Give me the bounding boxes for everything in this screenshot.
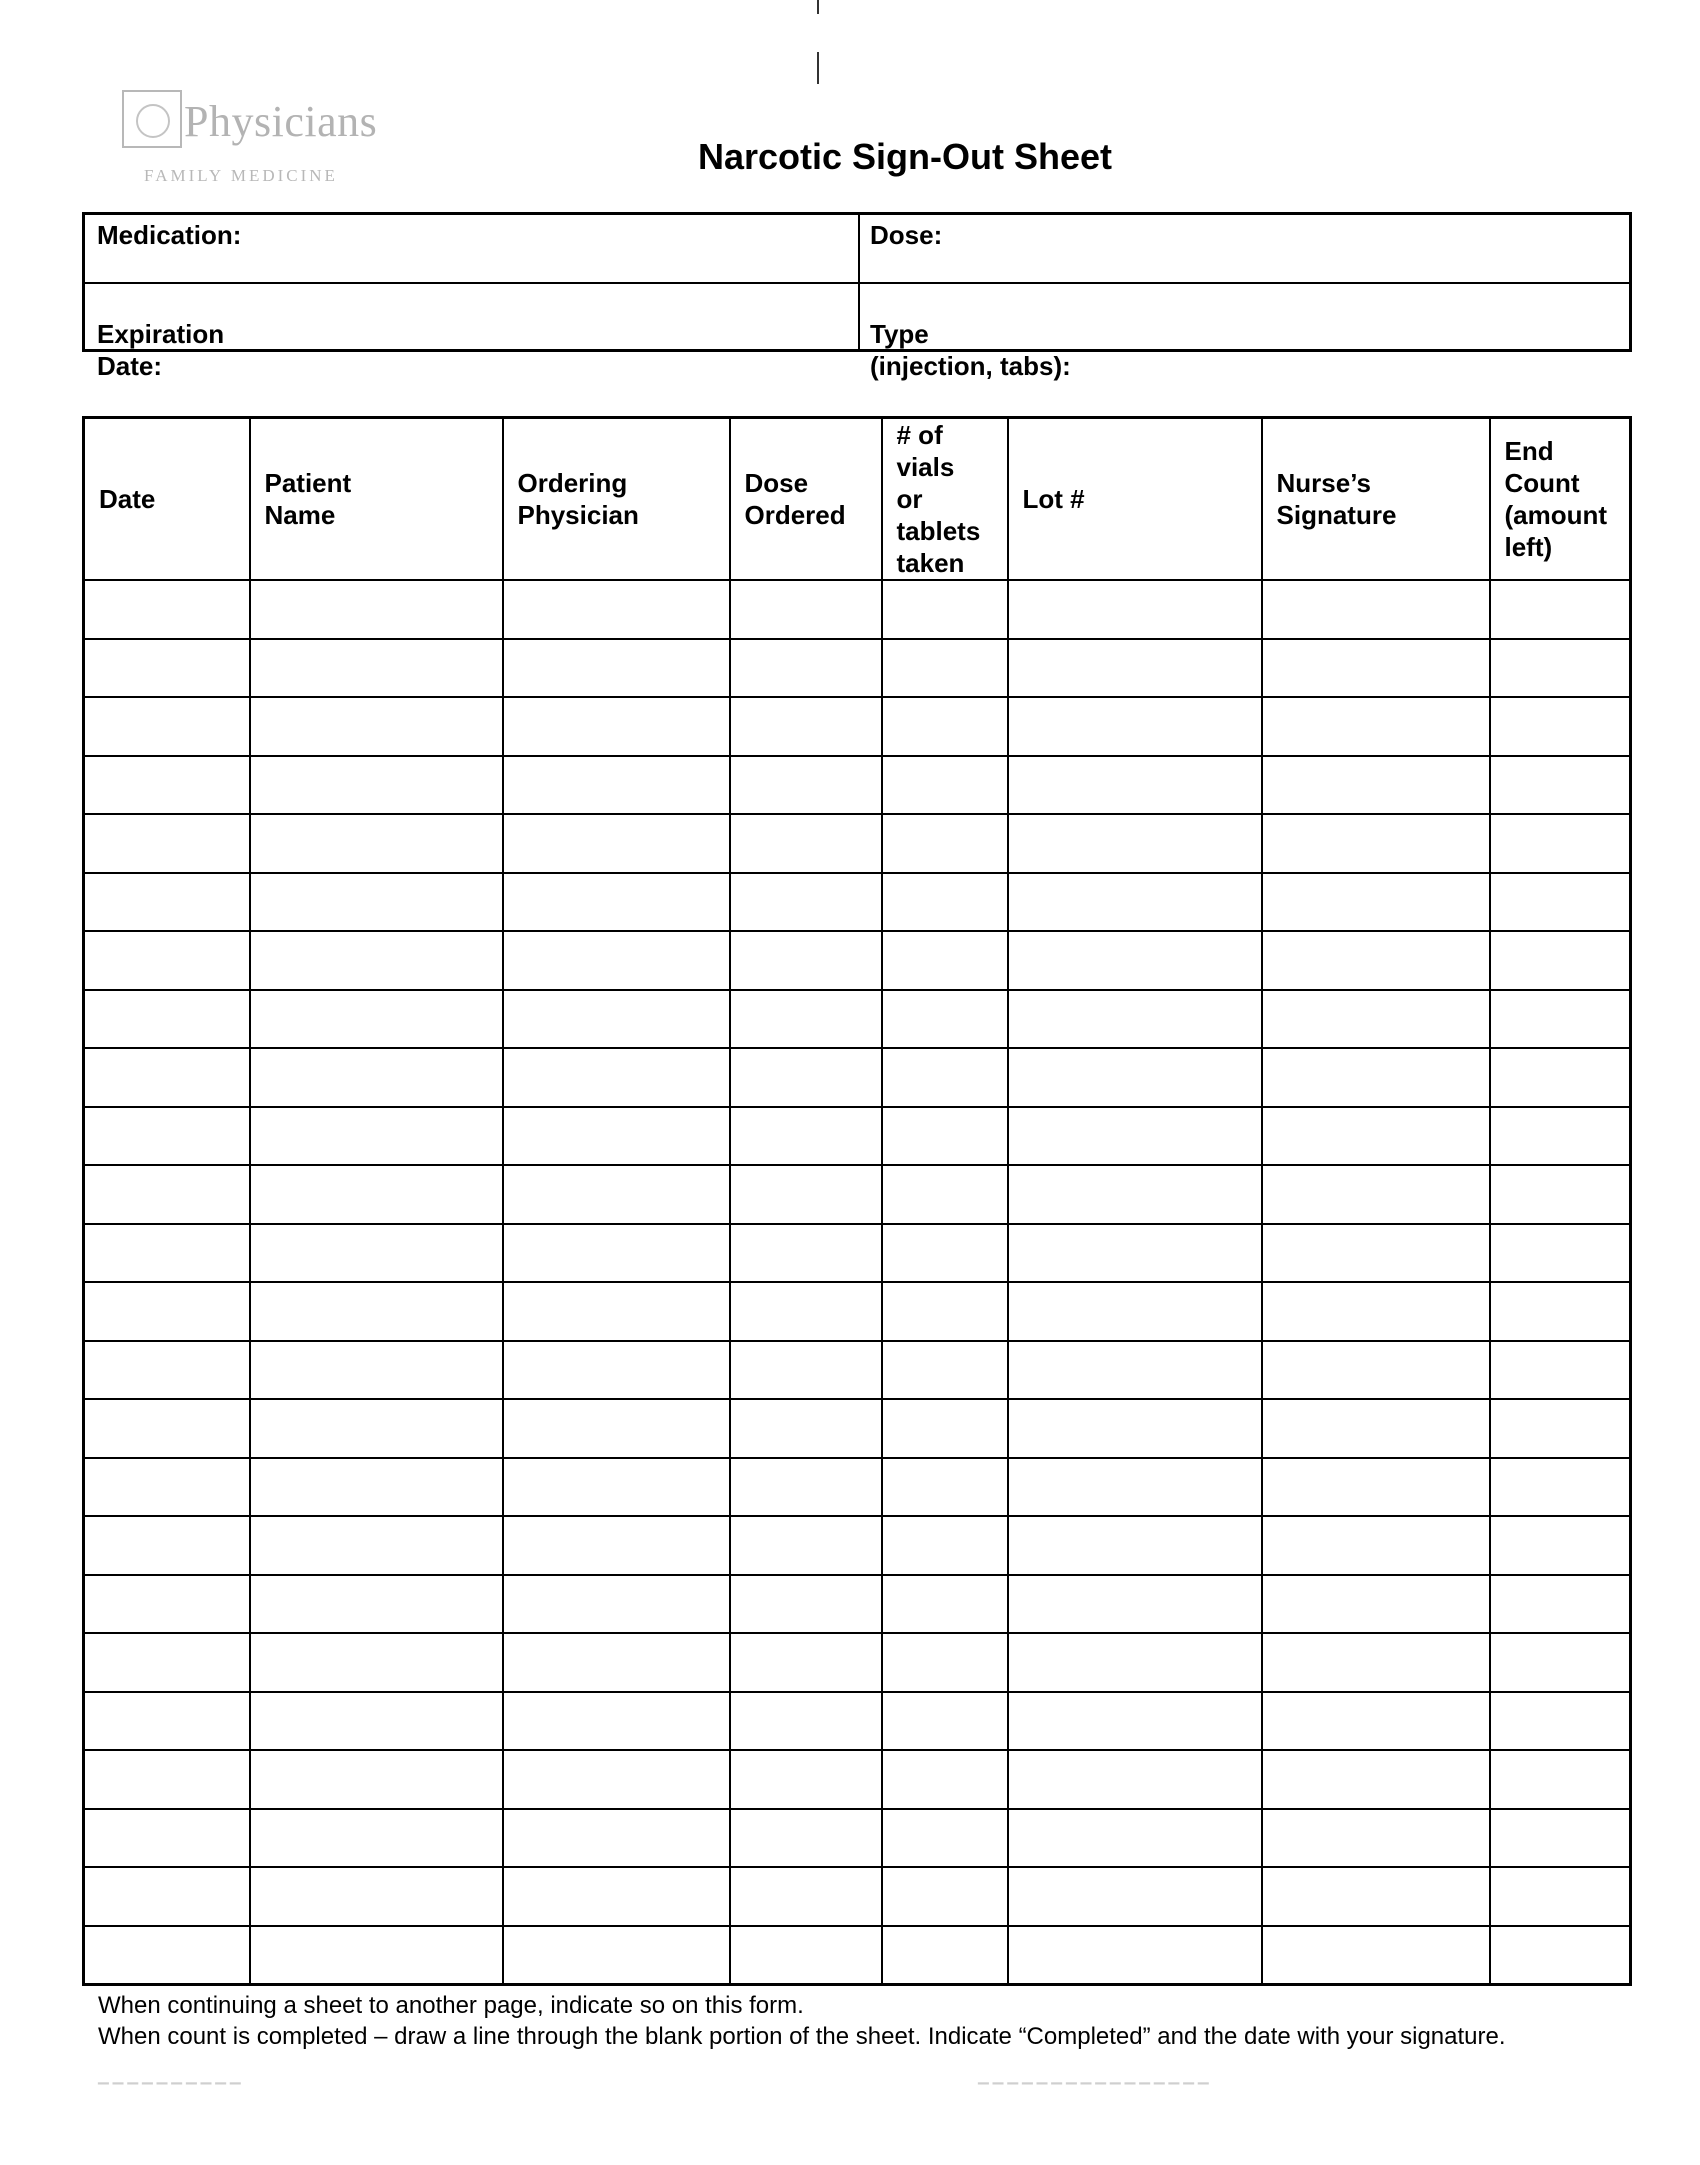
cell-dose-ordered[interactable]: [730, 1282, 882, 1341]
cell-end-count[interactable]: [1490, 580, 1631, 639]
cell-dose-ordered[interactable]: [730, 1458, 882, 1517]
cell-ordering-physician[interactable]: [503, 639, 730, 698]
type-field[interactable]: [858, 282, 1629, 381]
cell-date[interactable]: [84, 639, 250, 698]
cell-vials-tablets-taken[interactable]: [882, 873, 1008, 932]
scan-mark-mid: [817, 52, 819, 84]
cell-nurse-signature[interactable]: [1262, 697, 1490, 756]
cell-date[interactable]: [84, 990, 250, 1049]
cell-nurse-signature[interactable]: [1262, 1516, 1490, 1575]
medication-label: Medication:: [97, 220, 242, 250]
cell-nurse-signature[interactable]: [1262, 1165, 1490, 1224]
cell-end-count[interactable]: [1490, 756, 1631, 815]
cell-end-count[interactable]: [1490, 1926, 1631, 1985]
cell-date[interactable]: [84, 1633, 250, 1692]
cell-nurse-signature[interactable]: [1262, 1048, 1490, 1107]
cell-patient-name[interactable]: [250, 1458, 503, 1517]
cell-nurse-signature[interactable]: [1262, 1341, 1490, 1400]
cell-patient-name[interactable]: [250, 814, 503, 873]
cell-vials-tablets-taken[interactable]: [882, 1399, 1008, 1458]
table-row: [84, 990, 1631, 1049]
cell-date[interactable]: [84, 1809, 250, 1868]
cell-ordering-physician[interactable]: [503, 1633, 730, 1692]
cell-lot-number[interactable]: [1008, 873, 1262, 932]
cell-patient-name[interactable]: [250, 1926, 503, 1985]
cell-nurse-signature[interactable]: [1262, 814, 1490, 873]
cell-date[interactable]: [84, 1516, 250, 1575]
cell-vials-tablets-taken[interactable]: [882, 1575, 1008, 1634]
column-header-dose-ordered: Dose Ordered: [730, 418, 882, 581]
footer-line-completed: When count is completed – draw a line through the blank portion of the sheet. Indicate “Completed” and the date with your signature.: [98, 2023, 1506, 2050]
cell-lot-number[interactable]: [1008, 931, 1262, 990]
cell-vials-tablets-taken[interactable]: [882, 1107, 1008, 1166]
cell-vials-tablets-taken[interactable]: [882, 990, 1008, 1049]
cell-patient-name[interactable]: [250, 639, 503, 698]
cell-date[interactable]: [84, 1165, 250, 1224]
cell-end-count[interactable]: [1490, 1341, 1631, 1400]
cell-ordering-physician[interactable]: [503, 1048, 730, 1107]
cell-ordering-physician[interactable]: [503, 1867, 730, 1926]
cell-ordering-physician[interactable]: [503, 1224, 730, 1283]
cell-nurse-signature[interactable]: [1262, 1575, 1490, 1634]
cell-patient-name[interactable]: [250, 580, 503, 639]
cell-lot-number[interactable]: [1008, 1809, 1262, 1868]
sign-out-log-table: [82, 416, 1632, 1986]
cell-patient-name[interactable]: [250, 697, 503, 756]
cell-vials-tablets-taken[interactable]: [882, 1165, 1008, 1224]
cell-lot-number[interactable]: [1008, 1107, 1262, 1166]
cell-ordering-physician[interactable]: [503, 1809, 730, 1868]
cell-patient-name[interactable]: [250, 1692, 503, 1751]
cell-end-count[interactable]: [1490, 1458, 1631, 1517]
cell-dose-ordered[interactable]: [730, 756, 882, 815]
cell-end-count[interactable]: [1490, 931, 1631, 990]
cell-lot-number[interactable]: [1008, 639, 1262, 698]
cell-nurse-signature[interactable]: [1262, 1867, 1490, 1926]
cell-nurse-signature[interactable]: [1262, 931, 1490, 990]
cell-patient-name[interactable]: [250, 1107, 503, 1166]
cell-dose-ordered[interactable]: [730, 1750, 882, 1809]
table-row: [84, 580, 1631, 639]
cell-ordering-physician[interactable]: [503, 1750, 730, 1809]
cell-vials-tablets-taken[interactable]: [882, 1750, 1008, 1809]
cell-date[interactable]: [84, 873, 250, 932]
cell-vials-tablets-taken[interactable]: [882, 931, 1008, 990]
cell-patient-name[interactable]: [250, 1516, 503, 1575]
cell-lot-number[interactable]: [1008, 1282, 1262, 1341]
table-header-row: [84, 418, 1631, 581]
cell-nurse-signature[interactable]: [1262, 1809, 1490, 1868]
cell-dose-ordered[interactable]: [730, 697, 882, 756]
cell-end-count[interactable]: [1490, 1750, 1631, 1809]
column-header-end-count: End Count (amount left): [1490, 418, 1631, 581]
table-row: [84, 1867, 1631, 1926]
table-row: [84, 1048, 1631, 1107]
cell-dose-ordered[interactable]: [730, 1048, 882, 1107]
table-row: [84, 1633, 1631, 1692]
cell-date[interactable]: [84, 1575, 250, 1634]
cell-end-count[interactable]: [1490, 1575, 1631, 1634]
cell-end-count[interactable]: [1490, 639, 1631, 698]
table-row: [84, 873, 1631, 932]
cell-dose-ordered[interactable]: [730, 1575, 882, 1634]
cell-lot-number[interactable]: [1008, 1399, 1262, 1458]
cell-end-count[interactable]: [1490, 873, 1631, 932]
cell-vials-tablets-taken[interactable]: [882, 1341, 1008, 1400]
cell-date[interactable]: [84, 1399, 250, 1458]
logo-wordmark: Physicians: [184, 97, 378, 146]
cell-end-count[interactable]: [1490, 1048, 1631, 1107]
cell-lot-number[interactable]: [1008, 1165, 1262, 1224]
cell-end-count[interactable]: [1490, 697, 1631, 756]
cell-nurse-signature[interactable]: [1262, 873, 1490, 932]
cell-date[interactable]: [84, 1750, 250, 1809]
footer-line-continuing: When continuing a sheet to another page, indicate so on this form.: [98, 1992, 804, 2019]
cell-patient-name[interactable]: [250, 1399, 503, 1458]
cell-date[interactable]: [84, 1692, 250, 1751]
cell-end-count[interactable]: [1490, 814, 1631, 873]
cell-end-count[interactable]: [1490, 1107, 1631, 1166]
cell-patient-name[interactable]: [250, 1165, 503, 1224]
cell-dose-ordered[interactable]: [730, 639, 882, 698]
cell-lot-number[interactable]: [1008, 1633, 1262, 1692]
medication-header-box: [82, 212, 1632, 381]
cell-dose-ordered[interactable]: [730, 1633, 882, 1692]
cell-date[interactable]: [84, 1224, 250, 1283]
cell-ordering-physician[interactable]: [503, 1341, 730, 1400]
cell-end-count[interactable]: [1490, 1282, 1631, 1341]
cell-ordering-physician[interactable]: [503, 1165, 730, 1224]
table-row: [84, 1399, 1631, 1458]
cell-date[interactable]: [84, 1282, 250, 1341]
cell-nurse-signature[interactable]: [1262, 1692, 1490, 1751]
cell-vials-tablets-taken[interactable]: [882, 1516, 1008, 1575]
cell-lot-number[interactable]: [1008, 1341, 1262, 1400]
cell-dose-ordered[interactable]: [730, 1926, 882, 1985]
dose-label: Dose:: [870, 220, 943, 250]
cell-end-count[interactable]: [1490, 1516, 1631, 1575]
cell-ordering-physician[interactable]: [503, 1458, 730, 1517]
logo-subtitle: FAMILY MEDICINE: [144, 166, 338, 185]
cell-vials-tablets-taken[interactable]: [882, 1224, 1008, 1283]
footer-instructions: [98, 1990, 1506, 2052]
cell-lot-number[interactable]: [1008, 814, 1262, 873]
cell-vials-tablets-taken[interactable]: [882, 1692, 1008, 1751]
table-row: [84, 1809, 1631, 1868]
cell-dose-ordered[interactable]: [730, 990, 882, 1049]
cell-ordering-physician[interactable]: [503, 1107, 730, 1166]
cell-date[interactable]: [84, 697, 250, 756]
table-row: [84, 1516, 1631, 1575]
cell-dose-ordered[interactable]: [730, 1692, 882, 1751]
cell-date[interactable]: [84, 1107, 250, 1166]
cell-dose-ordered[interactable]: [730, 1107, 882, 1166]
cell-patient-name[interactable]: [250, 1633, 503, 1692]
cell-end-count[interactable]: [1490, 1224, 1631, 1283]
cell-vials-tablets-taken[interactable]: [882, 814, 1008, 873]
table-row: [84, 931, 1631, 990]
footer-faint-mark-left: ▁ ▁ ▁ ▁ ▁ ▁ ▁ ▁ ▁ ▁: [98, 2068, 241, 2084]
cell-nurse-signature[interactable]: [1262, 1926, 1490, 1985]
table-row: [84, 1458, 1631, 1517]
table-row: [84, 697, 1631, 756]
cell-patient-name[interactable]: [250, 931, 503, 990]
cell-end-count[interactable]: [1490, 1809, 1631, 1868]
cell-nurse-signature[interactable]: [1262, 580, 1490, 639]
cell-lot-number[interactable]: [1008, 1867, 1262, 1926]
cell-lot-number[interactable]: [1008, 990, 1262, 1049]
cell-vials-tablets-taken[interactable]: [882, 580, 1008, 639]
table-row: [84, 1224, 1631, 1283]
cell-patient-name[interactable]: [250, 990, 503, 1049]
cell-vials-tablets-taken[interactable]: [882, 1926, 1008, 1985]
cell-end-count[interactable]: [1490, 1399, 1631, 1458]
cell-end-count[interactable]: [1490, 1165, 1631, 1224]
cell-ordering-physician[interactable]: [503, 931, 730, 990]
cell-vials-tablets-taken[interactable]: [882, 1048, 1008, 1107]
cell-ordering-physician[interactable]: [503, 1692, 730, 1751]
cell-dose-ordered[interactable]: [730, 1341, 882, 1400]
cell-ordering-physician[interactable]: [503, 580, 730, 639]
column-header-ordering-physician: Ordering Physician: [503, 418, 730, 581]
page-title: [0, 136, 1700, 178]
table-row: [84, 1926, 1631, 1985]
cell-date[interactable]: [84, 756, 250, 815]
cell-date[interactable]: [84, 931, 250, 990]
cell-dose-ordered[interactable]: [730, 931, 882, 990]
cell-nurse-signature[interactable]: [1262, 990, 1490, 1049]
table-row: [84, 1165, 1631, 1224]
cell-date[interactable]: [84, 1926, 250, 1985]
cell-vials-tablets-taken[interactable]: [882, 756, 1008, 815]
cell-patient-name[interactable]: [250, 1809, 503, 1868]
cell-date[interactable]: [84, 1341, 250, 1400]
cell-patient-name[interactable]: [250, 1867, 503, 1926]
cell-nurse-signature[interactable]: [1262, 1107, 1490, 1166]
cell-vials-tablets-taken[interactable]: [882, 1867, 1008, 1926]
cell-lot-number[interactable]: [1008, 1224, 1262, 1283]
cell-patient-name[interactable]: [250, 1224, 503, 1283]
cell-vials-tablets-taken[interactable]: [882, 1633, 1008, 1692]
scan-mark-top: [817, 0, 819, 14]
cell-dose-ordered[interactable]: [730, 1399, 882, 1458]
table-row: [84, 1107, 1631, 1166]
cell-vials-tablets-taken[interactable]: [882, 697, 1008, 756]
cell-nurse-signature[interactable]: [1262, 1458, 1490, 1517]
column-header-vials-tablets-taken: # of vials or tablets taken: [882, 418, 1008, 581]
cell-lot-number[interactable]: [1008, 697, 1262, 756]
cell-end-count[interactable]: [1490, 1633, 1631, 1692]
cell-ordering-physician[interactable]: [503, 814, 730, 873]
expiration-date-field[interactable]: [85, 282, 858, 381]
cell-date[interactable]: [84, 814, 250, 873]
column-header-lot-number: Lot #: [1008, 418, 1262, 581]
table-row: [84, 639, 1631, 698]
cell-dose-ordered[interactable]: [730, 1165, 882, 1224]
cell-ordering-physician[interactable]: [503, 697, 730, 756]
cell-nurse-signature[interactable]: [1262, 1750, 1490, 1809]
column-header-date: Date: [84, 418, 250, 581]
page-title-text: Narcotic Sign-Out Sheet: [697, 136, 1113, 177]
cell-lot-number[interactable]: [1008, 1692, 1262, 1751]
cell-lot-number[interactable]: [1008, 756, 1262, 815]
cell-dose-ordered[interactable]: [730, 580, 882, 639]
cell-date[interactable]: [84, 1458, 250, 1517]
cell-end-count[interactable]: [1490, 990, 1631, 1049]
table-row: [84, 1750, 1631, 1809]
cell-patient-name[interactable]: [250, 1750, 503, 1809]
cell-vials-tablets-taken[interactable]: [882, 1458, 1008, 1517]
footer-faint-mark-right: ▁ ▁ ▁ ▁ ▁ ▁ ▁ ▁ ▁ ▁ ▁ ▁ ▁ ▁ ▁ ▁: [978, 2068, 1209, 2084]
cell-lot-number[interactable]: [1008, 580, 1262, 639]
cell-patient-name[interactable]: [250, 1282, 503, 1341]
cell-dose-ordered[interactable]: [730, 814, 882, 873]
cell-nurse-signature[interactable]: [1262, 1282, 1490, 1341]
column-header-nurse-signature: Nurse’s Signature: [1262, 418, 1490, 581]
cell-lot-number[interactable]: [1008, 1458, 1262, 1517]
cell-ordering-physician[interactable]: [503, 756, 730, 815]
cell-lot-number[interactable]: [1008, 1048, 1262, 1107]
cell-ordering-physician[interactable]: [503, 873, 730, 932]
cell-end-count[interactable]: [1490, 1867, 1631, 1926]
cell-dose-ordered[interactable]: [730, 1224, 882, 1283]
cell-ordering-physician[interactable]: [503, 1282, 730, 1341]
table-row: [84, 1692, 1631, 1751]
cell-nurse-signature[interactable]: [1262, 1399, 1490, 1458]
table-row: [84, 756, 1631, 815]
column-header-patient-name: Patient Name: [250, 418, 503, 581]
cell-ordering-physician[interactable]: [503, 1575, 730, 1634]
cell-date[interactable]: [84, 580, 250, 639]
cell-lot-number[interactable]: [1008, 1926, 1262, 1985]
cell-end-count[interactable]: [1490, 1692, 1631, 1751]
cell-patient-name[interactable]: [250, 1575, 503, 1634]
cell-nurse-signature[interactable]: [1262, 1224, 1490, 1283]
cell-ordering-physician[interactable]: [503, 1399, 730, 1458]
cell-lot-number[interactable]: [1008, 1575, 1262, 1634]
cell-patient-name[interactable]: [250, 1341, 503, 1400]
cell-vials-tablets-taken[interactable]: [882, 639, 1008, 698]
cell-date[interactable]: [84, 1048, 250, 1107]
cell-patient-name[interactable]: [250, 1048, 503, 1107]
cell-dose-ordered[interactable]: [730, 1867, 882, 1926]
cell-lot-number[interactable]: [1008, 1516, 1262, 1575]
cell-ordering-physician[interactable]: [503, 1516, 730, 1575]
cell-nurse-signature[interactable]: [1262, 1633, 1490, 1692]
cell-vials-tablets-taken[interactable]: [882, 1282, 1008, 1341]
cell-dose-ordered[interactable]: [730, 1516, 882, 1575]
cell-dose-ordered[interactable]: [730, 1809, 882, 1868]
cell-lot-number[interactable]: [1008, 1750, 1262, 1809]
table-row: [84, 1282, 1631, 1341]
table-row: [84, 1575, 1631, 1634]
cell-ordering-physician[interactable]: [503, 1926, 730, 1985]
cell-patient-name[interactable]: [250, 873, 503, 932]
table-row: [84, 1341, 1631, 1400]
cell-ordering-physician[interactable]: [503, 990, 730, 1049]
medication-field[interactable]: [85, 215, 858, 282]
dose-field[interactable]: [858, 215, 1629, 282]
cell-nurse-signature[interactable]: [1262, 756, 1490, 815]
cell-vials-tablets-taken[interactable]: [882, 1809, 1008, 1868]
cell-date[interactable]: [84, 1867, 250, 1926]
cell-patient-name[interactable]: [250, 756, 503, 815]
cell-nurse-signature[interactable]: [1262, 639, 1490, 698]
expiration-date-label: Expiration Date:: [97, 319, 225, 381]
type-label: Type (injection, tabs):: [870, 319, 1071, 381]
cell-dose-ordered[interactable]: [730, 873, 882, 932]
table-row: [84, 814, 1631, 873]
table-body: [84, 580, 1631, 1984]
